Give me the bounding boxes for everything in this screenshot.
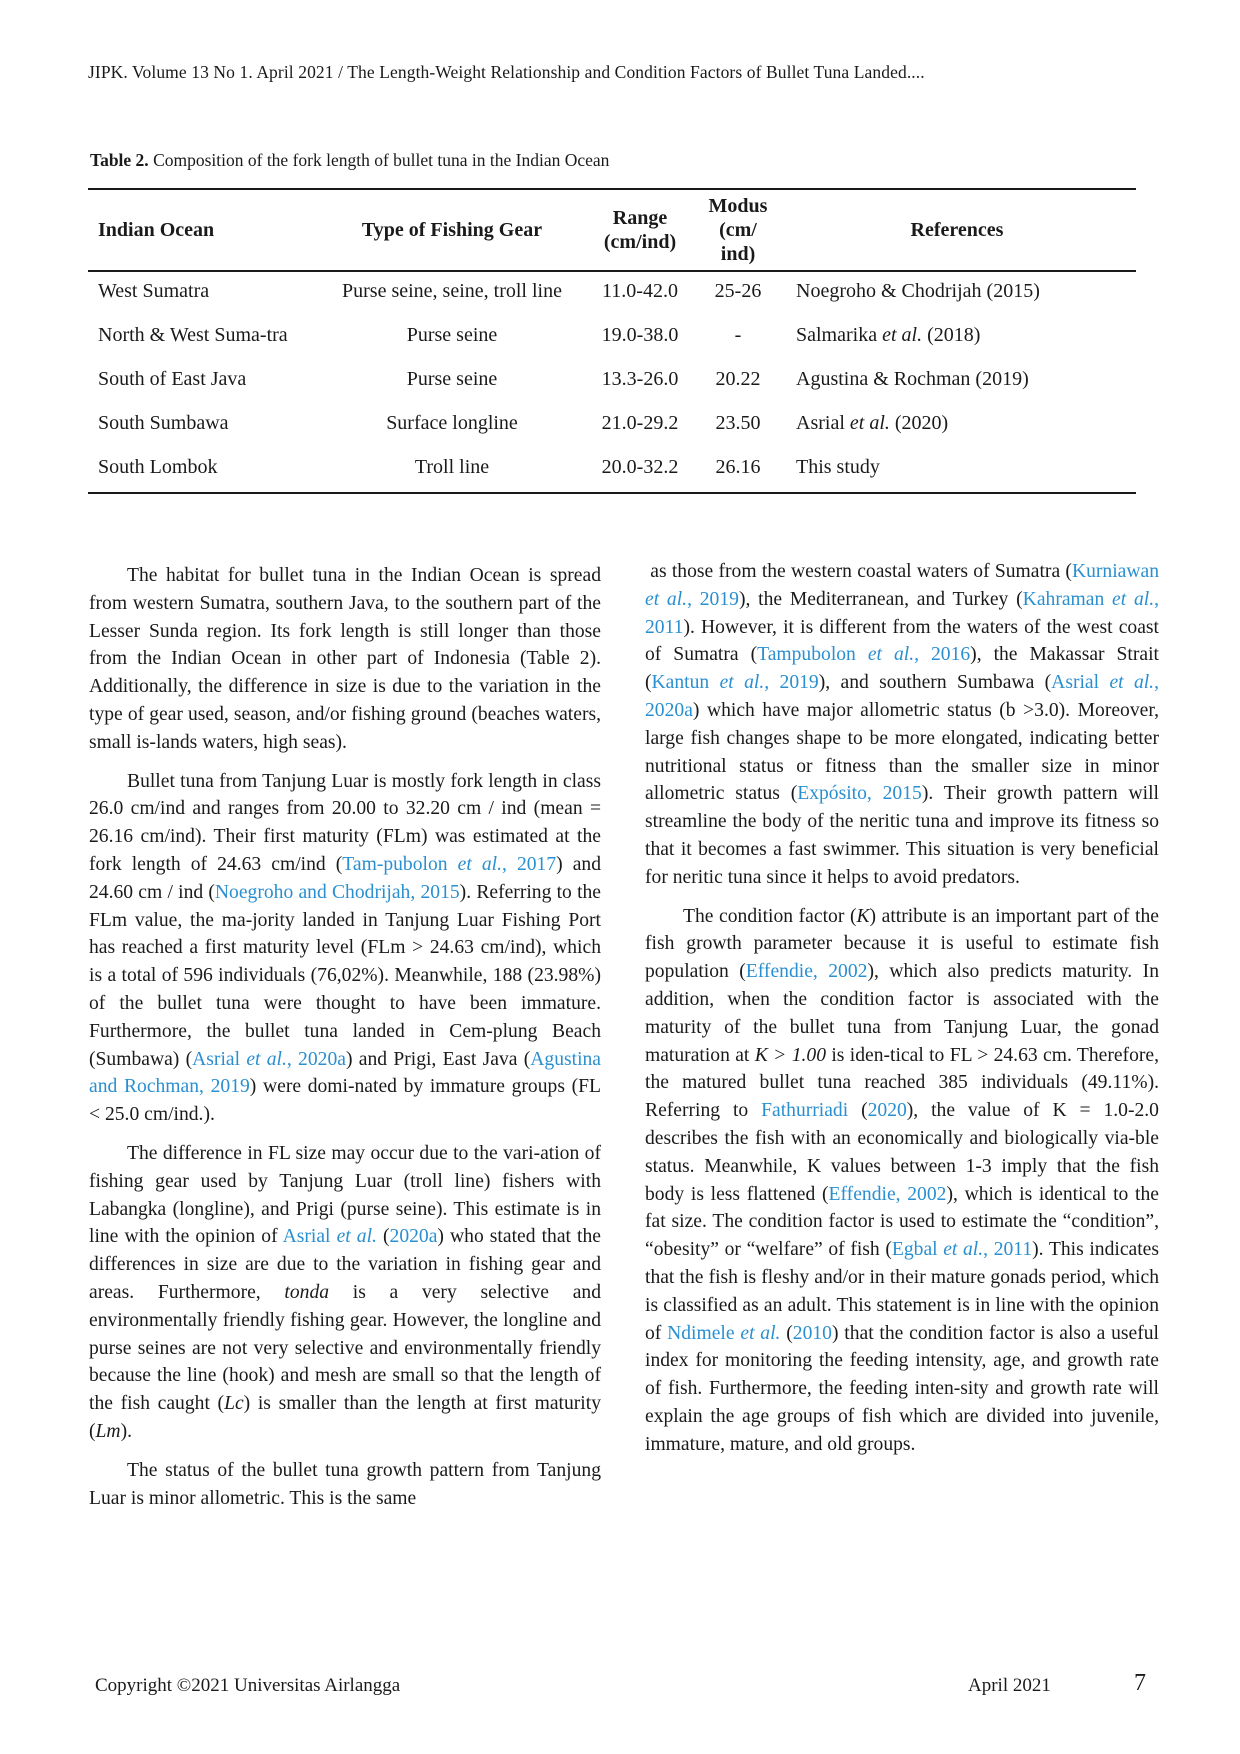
table-caption-label: Table 2. [90, 150, 149, 170]
cell-modus: 26.16 [715, 456, 761, 478]
right-text-column [645, 558, 1159, 1470]
paragraph: The condition factor (K) attribute is an important part of the fish growth parameter because it is useful to estimate fish population (Effendie, 2002), which also predicts maturity. In addition, when the condition factor is associated with the maturity of the bullet tuna from Tanjung Luar, the gonad maturation at K > 1.00 is iden-tical to FL > 24.63 cm. Therefore, the matured bullet tuna reached 385 individuals (49.11%). Referring to Fathurriadi (2020), the value of K = 1.0-2.0 describes the fish with an economically and biologically via-ble status. Meanwhile, K values between 1-3 imply that the fish body is less flattened (Effendie, 2002), which is identical to the fat size. The condition factor is used to estimate the “condition”, “obesity” or “welfare” of fish (Egbal et al., 2011). This indicates that the fish is fleshy and/or in their mature gonads period, which is classified as an adult. This statement is in line with the opinion of Ndimele et al. (2010) that the condition factor is also a useful index for monitoring the feeding intensity, age, and growth rate of fish. Furthermore, the feeding inten-sity and growth rate will explain the age groups of fish which are divided into juvenile, immature, mature, and old groups. [645, 905, 1159, 1455]
cell-gear: Purse seine, seine, troll line [342, 280, 562, 302]
citation-link[interactable]: Asrial et al., 2020a [645, 672, 1159, 721]
citation-link[interactable]: Egbal et al., 2011 [891, 1239, 1033, 1261]
table-row [88, 360, 1136, 404]
table-row [88, 404, 1136, 448]
citation-link[interactable]: Ndimele et al. [667, 1322, 781, 1344]
cell-range: 11.0-42.0 [602, 280, 678, 302]
header-range: Range (cm/ind) [603, 207, 677, 253]
cell-range: 20.0-32.2 [601, 456, 679, 478]
cell-reference: This study [796, 456, 880, 478]
cell-region: South Sumbawa [98, 412, 229, 434]
cell-region: West Sumatra [98, 280, 210, 302]
citation-link[interactable]: Tam-pubolon et al., 2017 [342, 853, 557, 875]
cell-region: South of East Java [98, 368, 247, 390]
paragraph: The habitat for bullet tuna in the Indian Ocean is spread from western Sumatra, southern Java, to the southern part of the Lesser Sunda region. Its fork length is still longer than those from the Indian Ocean in other part of Indonesia (Table 2). Additionally, the difference in size is due to the variation in the type of gear used, season, and/or fishing ground (beaches waters, small is-lands waters, high seas). [89, 565, 601, 753]
cell-region: North & West Suma-tra [98, 324, 288, 346]
citation-link[interactable]: Kahraman et al., 2011 [645, 588, 1160, 638]
header-indian-ocean: Indian Ocean [98, 219, 215, 241]
citation-link[interactable]: 2010 [792, 1322, 832, 1344]
cell-modus: - [734, 324, 742, 346]
cell-gear: Purse seine [406, 324, 498, 346]
page-number: 7 [1134, 1670, 1146, 1696]
citation-link[interactable]: Kantun et al., 2019 [651, 672, 819, 694]
header-fishing-gear: Type of Fishing Gear [361, 219, 543, 241]
citation-link[interactable]: Fathurriadi [761, 1100, 849, 1122]
table-row [88, 271, 1136, 316]
table-caption [90, 150, 609, 171]
citation-link[interactable]: Asrial et al., 2020a [192, 1048, 346, 1070]
cell-modus: 20.22 [715, 368, 761, 390]
paragraph: The difference in FL size may occur due to the vari-ation of fishing gear used by Tanjung Luar (troll line) fishers with Labangka (longline), and Prigi (purse seine). This estimate is in line with the opinion of Asrial et al. (2020a) who stated that the differences in size are due to the variation in fishing gear and areas. Furthermore, tonda is a very selective and environmentally friendly fishing gear. However, the longline and purse seines are not very selective and environmentally friendly because the line (hook) and mesh are small so that the length of the fish caught (Lc) is smaller than the length at first maturity (Lm). [89, 1142, 602, 1442]
fork-length-table [88, 188, 1136, 494]
citation-link[interactable]: Tampubolon et al., 2016 [757, 644, 971, 666]
table-header-row [88, 189, 1136, 271]
citation-link[interactable]: Effendie, 2002 [828, 1183, 947, 1205]
cell-gear: Purse seine [406, 368, 498, 390]
cell-gear: Troll line [414, 456, 490, 478]
footer-date: April 2021 [968, 1675, 1051, 1696]
citation-link[interactable]: Expósito, 2015 [797, 783, 922, 805]
table-row [88, 316, 1136, 360]
cell-range: 13.3-26.0 [601, 368, 679, 390]
citation-link[interactable]: Kurniawan et al., 2019 [645, 561, 1159, 610]
header-references: References [910, 219, 1004, 241]
cell-gear: Surface longline [386, 412, 518, 434]
header-modus: Modus (cm/ ind) [708, 195, 768, 265]
cell-reference: Asrial et al. (2020) [796, 412, 949, 434]
paragraph: as those from the western coastal waters of Sumatra (Kurniawan et al., 2019), the Mediterranean, and Turkey (Kahraman et al., 2011). However, it is different from the waters of the west coast of Sumatra (Tampubolon et al., 2016), the Makassar Strait (Kantun et al., 2019), and southern Sumbawa (Asrial et al., 2020a) which have major allometric status (b >3.0). Moreover, large fish changes shape to be more elongated, indicating better nutritional status or fitness than the smaller size in minor allometric status (Expósito, 2015). Their growth pattern will streamline the body of the neritic tuna and improve its fitness so that it becomes a fast swimmer. This situation is very beneficial for neritic tuna since it helps to avoid predators. [645, 561, 1160, 888]
cell-reference: Noegroho & Chodrijah (2015) [796, 280, 1040, 302]
citation-link[interactable]: Effendie, 2002 [745, 961, 868, 983]
citation-link[interactable]: Noegroho and Chodrijah, 2015 [214, 881, 460, 903]
table-caption-text: Composition of the fork length of bullet tuna in the Indian Ocean [153, 150, 610, 170]
citation-link[interactable]: 2020 [867, 1100, 907, 1122]
cell-modus: 25-26 [714, 280, 762, 302]
cell-reference: Agustina & Rochman (2019) [796, 368, 1029, 390]
cell-range: 19.0-38.0 [601, 324, 679, 346]
running-header: JIPK. Volume 13 No 1. April 2021 / The Length-Weight Relationship and Condition Factors of Bullet Tuna Landed.... [88, 62, 925, 82]
cell-region: South Lombok [98, 456, 218, 478]
citation-link[interactable]: Agustina and Rochman, 2019 [89, 1048, 601, 1098]
paragraph: Bullet tuna from Tanjung Luar is mostly fork length in class 26.0 cm/ind and ranges from 20.00 to 32.20 cm / ind (mean = 26.16 cm/ind). Their first maturity (FLm) was estimated at the fork length of 24.63 cm/ind (Tam-pubolon et al., 2017) and 24.60 cm / ind (Noegroho and Chodrijah, 2015). Referring to the FLm value, the ma-jority landed in Tanjung Luar Fishing Port has reached a first maturity level (FLm > 24.63 cm/ind), which is a total of 596 individuals (76,02%). Meanwhile, 188 (23.98%) of the bullet tuna were thought to have been immature. Furthermore, the bullet tuna landed in Cem-plung Beach (Sumbawa) (Asrial et al., 2020a) and Prigi, East Java (Agustina and Rochman, 2019) were domi-nated by immature groups (FL < 25.0 cm/ind.). [89, 770, 602, 1126]
cell-reference: Salmarika et al. (2018) [796, 324, 981, 346]
footer-copyright: Copyright ©2021 Universitas Airlangga [95, 1675, 401, 1696]
left-text-column [89, 562, 601, 1523]
citation-link[interactable]: Asrial et al. [282, 1226, 377, 1248]
paragraph: The status of the bullet tuna growth pattern from Tanjung Luar is minor allometric. This is the same [89, 1459, 601, 1509]
table-row [88, 448, 1136, 493]
cell-range: 21.0-29.2 [601, 412, 679, 434]
citation-link[interactable]: 2020a [389, 1226, 438, 1248]
cell-modus: 23.50 [715, 412, 761, 434]
